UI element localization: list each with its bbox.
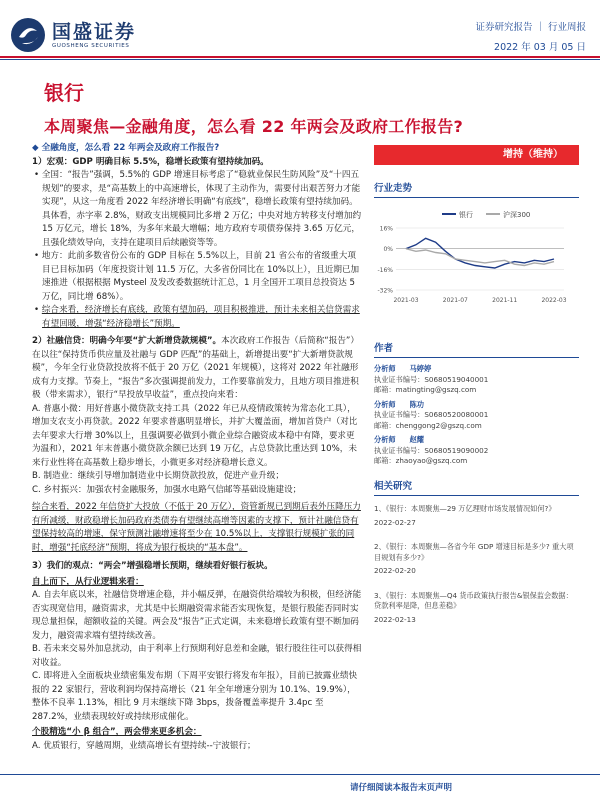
section-2-text: 本次政府工作报告（后简称“报告”）在以往“保持货币供应量及社融与 GDP 匹配”的基础上，新增提出要“扩大新增贷款规模”，今年全行业贷款投放将不低于 20 万亿（2021 年规模），这将对 2022 年社融形成有力支撑。节奏上，“报告”多次强调提前发力，工作要靠前发力，且地方项目推进积极（带来需求），银行“早投放早收益”，重点投向来看：	[32, 336, 359, 400]
lead-line: ◆ 全融角度，怎么看 22 年两会及政府工作报告?	[32, 143, 220, 153]
author-cert: 执业证书编号：S0680519040001	[374, 374, 489, 384]
section-1-bullet-3-text: 综合来看，经济增长有底线，政策有望加码，项目积极推进，预计未来相关信贷需求有望回暖，增强“经济稳增长”预期。	[41, 305, 360, 329]
x-tick-label: 2021-03	[393, 297, 419, 304]
related-item-title[interactable]: 2、《银行：本周聚焦—各省今年 GDP 增速目标是多少? 重大项目规划有多少?》	[374, 542, 574, 562]
report-type: 证券研究报告 ｜ 行业周报	[475, 22, 586, 33]
y-tick-label: 0%	[383, 246, 393, 254]
author-cert: 执业证书编号：S0680520080001	[374, 410, 489, 419]
author-card	[374, 400, 579, 432]
header-divider	[0, 56, 600, 58]
logo-english: GUOSHENG SECURITIES	[52, 43, 130, 49]
y-tick-label: 16%	[379, 225, 393, 233]
authors-list	[374, 364, 579, 467]
section-1-title: 1）宏观：GDP 明确目标 5.5%，稳增长政策有望持续加码。	[32, 156, 269, 167]
author-name: 陈功	[409, 399, 424, 409]
author-email[interactable]: 邮箱：zhaoyao@gszq.com	[374, 456, 468, 465]
author-role: 分析师	[374, 435, 396, 444]
author-email[interactable]: 邮箱：matingting@gszq.com	[374, 385, 477, 394]
legend-bank: 银行	[459, 211, 473, 219]
x-tick-label: 2021-07	[442, 297, 468, 304]
author-name: 马婷婷	[409, 364, 432, 373]
author-email[interactable]: 邮箱：chenggong2@gszq.com	[374, 420, 482, 430]
author-role: 分析师	[374, 399, 396, 409]
section-2-item-a: A. 普惠小微：用好普惠小微贷款支持工具（2022 年已从疫情政策转为常态化工具），增加支农支小再贷款。2022 年要求普惠明显增长，并扩大覆盖面，增加首贷户（对比去年要求大行增 30%以上，且强调要必做到小微企业综合融资成本稳中有降，要求更为温和），2021 年末普惠小微贷款余额已达到 19 万亿，占总贷款比重达到 10%，未来行业性将在高基数上稳步增长，小微更多对经济稳增长意义。	[32, 403, 358, 468]
related-item[interactable]	[374, 591, 579, 626]
author-role: 分析师	[374, 364, 396, 373]
section-1-bullet-1: • 全国：“报告”强调，5.5%的 GDP 增速目标考虑了“稳就业保民生防风险”及“十四五规划”的要求，是“高基数上的中高速增长，体现了主动作为，需要付出艰苦努力才能实现”，从这一角度看 2022 年经济增长明确“有底线”，稳增长政策有望持续加码。具体看，赤字率 2.8%，财政支出规模同比多增 2 万亿；中央对地方转移支付增加约 15 万亿元，增长 18%，为多年来最大增幅；地方政府专项债券保持 3.65 万亿元，且强化绩效导向，支持在建项目后续融资等等。	[34, 170, 362, 248]
related-item-date: 2022-02-20	[374, 566, 416, 575]
section-3-item-a: A. 自去年底以来，社融信贷增速企稳，并小幅反弹，在融资供给端较为积极，但经济能否实现宽信用，融资需求，尤其是中长期融资需求能否实现恢复，是银行股能否同时实现总量担保，超额收益的关键。两会及“报告”正式定调，未来稳增长政策有望不断加码发力，融资需求端有望持续改善。	[32, 590, 362, 641]
trend-title: 行业走势	[374, 180, 579, 198]
author-name: 赵耀	[409, 435, 424, 444]
related-item[interactable]	[374, 504, 579, 528]
report-body	[32, 142, 362, 753]
header-divider-thin	[0, 59, 600, 60]
x-tick-label: 2021-11	[492, 297, 518, 304]
related-item-date: 2022-02-13	[374, 614, 416, 624]
footer-divider	[0, 774, 600, 775]
section-1-bullet-2: • 地方：此前多数省份公布的 GDP 目标在 5.5%以上，目前 21 省公布的省级重大项目已目标加码（年度投资计划 11.5 万亿，大多省份同比在 10%以上），且近期已加速推进（根据根据 Mysteel 及发改委数据统计汇总，1 月全国开工项目总投资达 5 万亿，同比增 68%）。	[34, 251, 360, 302]
author-cert: 执业证书编号：S0680519090002	[374, 445, 489, 455]
logo-emblem-icon	[10, 17, 46, 53]
section-2-para	[32, 335, 362, 403]
section-3-item-b: B. 若未来交易外加息扰动，由于利率上行预期利好息差和金融，银行股往往可以获得相对收益。	[32, 644, 362, 668]
chart-grid	[396, 228, 564, 290]
related-item[interactable]	[374, 542, 579, 577]
report-meta	[475, 18, 586, 58]
rating-badge: 增持（维持）	[374, 145, 579, 165]
related-title: 相关研究	[374, 478, 579, 496]
x-tick-label: 2022-03	[541, 297, 567, 304]
related-section	[374, 478, 579, 639]
industry-trend-chart	[374, 200, 579, 310]
section-2-summary: 综合来看，2022 年信贷扩大投放（不低于 20 万亿），资管新规已到期后表外压降压力有所减缓，财政稳增长加码政府类债券有望继续高增等因素的支撑下，预计社融信贷有望保持较高的增速，保守预测社融增速将至少在 10.5%以上，支撑银行规模扩张的同时，增强“托底经济”预期，将成为银行板块的“基本盘”。	[32, 502, 361, 553]
related-item-title[interactable]: 3、《银行：本周聚焦—Q4 货币政策执行报告&银保监会数据：贷款利率是降，但息差稳》	[374, 590, 573, 610]
authors-section	[374, 340, 579, 471]
report-headline: 本周聚焦—金融角度，怎么看 22 年两会及政府工作报告?	[44, 117, 464, 136]
related-item-title[interactable]: 1、《银行：本周聚焦—29 万亿理财市场发展情况如何?》	[374, 504, 556, 513]
report-date: 2022 年 03 月 05 日	[494, 42, 586, 53]
author-card	[374, 435, 579, 467]
related-list	[374, 504, 579, 625]
chart-lines	[406, 238, 554, 268]
industry-title: 银行	[44, 81, 84, 105]
section-1-bullet-2-text: 地方：此前多数省份公布的 GDP 目标在 5.5%以上，目前 21 省公布的省级重大项目已目标加码（年度投资计划 11.5 万亿，大多省份同比在 10%以上），且近期已加速推进（根据根据 Mysteel 及发改委数据统计汇总，1 月全国开工项目总投资达 5 万亿，同比增 68%）。	[41, 251, 360, 302]
chart-legend	[442, 210, 530, 219]
footer-disclaimer: 请仔细阅读本报告末页声明	[349, 783, 452, 793]
section-2-item-c: C. 乡村振兴：加强农村金融服务，加强水电路气信邮等基础设施建设；	[32, 484, 302, 495]
author-role-name	[374, 364, 579, 375]
legend-index: 沪深300	[503, 211, 531, 219]
author-card	[374, 364, 579, 396]
section-2-title: 2）社融信贷：明确今年要“扩大新增贷款规模”。	[32, 336, 222, 346]
author-role-name	[374, 435, 579, 446]
series-line-hs300	[406, 249, 554, 266]
author-role-name	[374, 400, 579, 411]
section-3-subtitle: 自上而下，从行业逻辑来看：	[32, 576, 144, 587]
authors-title: 作者	[374, 340, 579, 358]
section-3-pick-a: A. 优质银行，穿越周期，业绩高增长有望持续--宁波银行；	[32, 740, 256, 751]
lead-text: 全融角度，怎么看 22 年两会及政府工作报告?	[41, 143, 220, 153]
logo-chinese: 国盛证券	[52, 21, 137, 43]
section-3-item-c: C. 即将进入全面板块业绩密集发布期（下周平安银行将发布年报），目前已披露业绩快报的 22 家银行，营收利润均保持高增长（21 年全年增速分别为 10.1%、19.9%），整体不良率 1.13%，相比 9 月末继续下降 3bps，拨备覆盖率提升 3.4pc 至 287.2%，业绩表现较好或持续形成催化。	[32, 671, 358, 722]
section-3-picks-title: 个股精选“小 β 组合”，两会带来更多机会：	[32, 727, 202, 737]
section-2-item-b: B. 制造业：继续引导增加制造业中长期贷款投放，促进产业升级；	[32, 471, 284, 481]
trend-section	[374, 180, 579, 198]
y-tick-label: -32%	[377, 287, 393, 295]
company-logo	[10, 14, 200, 56]
y-tick-label: -16%	[377, 266, 393, 274]
section-3-title: 3）我们的观点：“两会”增强稳增长预期，继续看好银行板块。	[32, 561, 273, 571]
section-1-bullet-3: • 综合来看，经济增长有底线，政策有望加码，项目积极推进，预计未来相关信贷需求有望回暖，增强“经济稳增长”预期。	[34, 305, 360, 329]
related-item-date: 2022-02-27	[374, 517, 416, 527]
section-1-bullet-1-text: 全国：“报告”强调，5.5%的 GDP 增速目标考虑了“稳就业保民生防风险”及“十四五规划”的要求，是“高基数上的中高速增长，体现了主动作为，需要付出艰苦努力才能实现”，从这一角度看 2022 年经济增长明确“有底线”，稳增长政策有望持续加码。具体看，赤字率 2.8%，财政支出规模同比多增 2 万亿；中央对地方转移支付增加约 15 万亿元，增长 18%，为多年来最大增幅；地方政府专项债券保持 3.65 万亿元，且强化绩效导向，支持在建项目后续融资等等。	[41, 170, 362, 248]
